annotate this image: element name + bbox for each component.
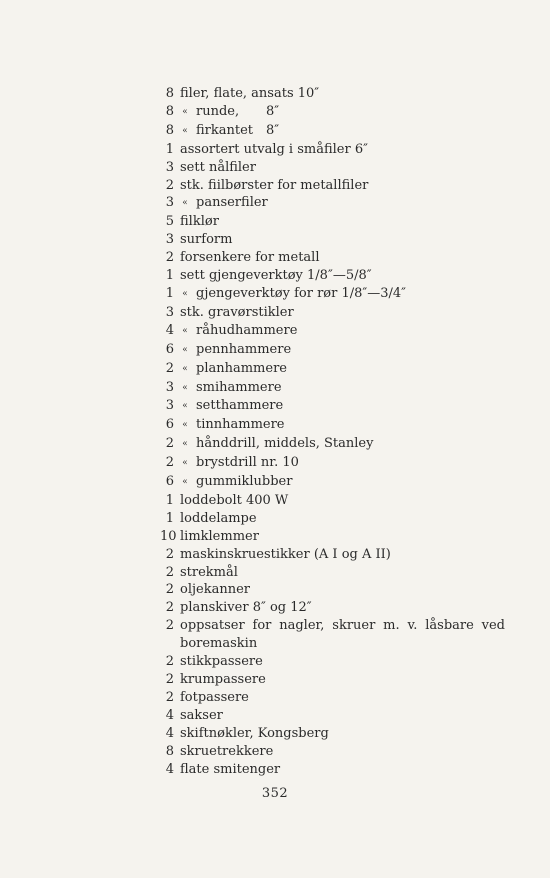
list-item — [160, 454, 505, 473]
item-name: firkantet — [196, 122, 254, 138]
list-item — [160, 322, 505, 341]
item-quantity: 10 — [160, 528, 177, 544]
list-item — [160, 546, 505, 564]
item-quantity: 2 — [165, 250, 174, 266]
ditto-mark: « — [182, 198, 188, 209]
item-quantity: 3 — [165, 195, 174, 211]
list-item — [160, 581, 505, 599]
item-size: 8″ — [266, 122, 280, 138]
list-item — [160, 103, 505, 122]
list-item — [160, 360, 505, 379]
item-quantity: 6 — [165, 341, 174, 357]
item-quantity: 6 — [165, 417, 174, 433]
item-description: limklemmer — [180, 528, 259, 544]
item-description: råhudhammere — [196, 322, 298, 338]
item-description: stikkpassere — [180, 654, 263, 670]
ditto-mark: « — [182, 288, 188, 299]
item-quantity: 2 — [165, 618, 174, 634]
item-description: stk. gravørstikler — [180, 304, 294, 320]
item-quantity: 2 — [165, 436, 174, 452]
item-description: assortert utvalg i småfiler 6″ — [180, 141, 368, 157]
item-quantity: 1 — [165, 268, 174, 284]
ditto-mark: « — [182, 325, 188, 336]
ditto-mark: « — [182, 382, 188, 393]
list-item — [160, 85, 505, 103]
item-quantity: 8 — [165, 86, 174, 101]
list-item — [160, 341, 505, 360]
list-item — [160, 122, 505, 141]
list-item — [160, 492, 505, 510]
list-item — [160, 213, 505, 231]
item-description: flate smitenger — [180, 761, 281, 777]
list-item — [160, 304, 505, 322]
item-description: gummiklubber — [196, 474, 293, 490]
item-description: sakser — [180, 707, 223, 723]
item-quantity: 8 — [165, 122, 174, 138]
list-item — [160, 159, 505, 177]
item-quantity: 3 — [165, 159, 174, 175]
item-quantity: 8 — [165, 103, 174, 119]
item-quantity: 3 — [165, 304, 174, 320]
item-description: pennhammere — [196, 341, 292, 357]
item-quantity: 2 — [165, 455, 174, 471]
ditto-mark: « — [182, 344, 188, 355]
item-description: gjengeverktøy for rør 1/8″—3/4″ — [196, 285, 407, 301]
item-description: skruetrekkere — [180, 743, 274, 759]
item-quantity: 4 — [165, 725, 174, 741]
list-item — [160, 379, 505, 398]
item-quantity: 3 — [165, 232, 174, 248]
ditto-mark: « — [182, 401, 188, 412]
item-quantity: 2 — [165, 564, 174, 580]
item-description: surform — [180, 232, 233, 248]
item-quantity: 5 — [165, 214, 174, 230]
item-quantity: 1 — [165, 492, 174, 508]
item-description: forsenkere for metall — [180, 250, 320, 266]
item-quantity: 1 — [165, 510, 174, 526]
item-description: smihammere — [196, 379, 282, 395]
item-description: maskinskruestikker (A I og A II) — [180, 546, 391, 562]
item-quantity: 3 — [165, 398, 174, 414]
list-item — [160, 599, 505, 617]
item-description: krumpassere — [180, 672, 266, 687]
item-description: panserfiler — [196, 195, 268, 211]
list-item — [160, 707, 505, 725]
item-description: loddelampe — [180, 510, 257, 526]
list-item — [160, 743, 505, 761]
list-item — [160, 689, 505, 707]
list-item — [160, 194, 505, 213]
list-item — [160, 761, 505, 779]
item-quantity: 6 — [165, 474, 174, 490]
list-item — [160, 725, 505, 743]
item-description: skiftnøkler, Kongsberg — [180, 725, 329, 741]
item-quantity: 2 — [165, 177, 174, 193]
item-quantity: 4 — [165, 761, 174, 777]
list-item — [160, 564, 505, 582]
item-quantity: 1 — [165, 141, 174, 157]
item-description: planskiver 8″ og 12″ — [180, 600, 312, 616]
list-item — [160, 435, 505, 454]
list-item — [160, 249, 505, 267]
item-description: sett nålfiler — [180, 159, 256, 175]
list-item — [160, 653, 505, 671]
item-quantity: 2 — [165, 654, 174, 670]
ditto-mark: « — [182, 439, 188, 450]
ditto-mark: « — [182, 477, 188, 488]
tool-list — [160, 85, 505, 778]
item-quantity: 2 — [165, 546, 174, 562]
ditto-mark: « — [182, 420, 188, 431]
item-quantity: 4 — [165, 322, 174, 338]
list-item — [160, 397, 505, 416]
list-item — [160, 617, 505, 653]
item-description: loddebolt 400 W — [180, 492, 289, 508]
ditto-mark: « — [182, 106, 188, 117]
item-quantity: 2 — [165, 689, 174, 705]
list-item — [160, 267, 505, 285]
item-quantity: 4 — [165, 707, 174, 723]
item-description: stk. fiilbørster for metallfiler — [180, 177, 369, 193]
page-number: 352 — [261, 786, 289, 801]
list-item — [160, 177, 505, 195]
item-description: fotpassere — [180, 689, 249, 705]
item-size: 8″ — [266, 103, 280, 119]
item-quantity: 1 — [165, 285, 174, 301]
item-description: brystdrill nr. 10 — [196, 455, 299, 471]
list-item — [160, 473, 505, 492]
list-item — [160, 285, 505, 304]
item-quantity: 2 — [165, 600, 174, 616]
item-quantity: 2 — [165, 360, 174, 376]
item-description: filklør — [180, 214, 219, 230]
item-description: hånddrill, middels, Stanley — [196, 436, 374, 452]
item-description: tinnhammere — [196, 417, 285, 433]
item-description: oljekanner — [180, 582, 250, 598]
item-description: oppsatser for nagler, skruer m. v. låsbare ved boremaskin — [180, 618, 505, 652]
item-description: strekmål — [180, 564, 238, 580]
list-item — [160, 510, 505, 528]
item-description — [196, 122, 505, 140]
item-quantity: 2 — [165, 672, 174, 687]
ditto-mark: « — [182, 363, 188, 374]
list-item — [160, 528, 505, 546]
item-description: filer, flate, ansats 10″ — [180, 86, 320, 101]
item-description — [196, 103, 505, 121]
list-item — [160, 416, 505, 435]
item-description: sett gjengeverktøy 1/8″—5/8″ — [180, 268, 372, 284]
item-quantity: 2 — [165, 582, 174, 598]
list-item — [160, 671, 505, 689]
ditto-mark: « — [182, 458, 188, 469]
item-quantity: 3 — [165, 379, 174, 395]
item-description: setthammere — [196, 398, 284, 414]
item-description: planhammere — [196, 360, 287, 376]
ditto-mark: « — [182, 125, 188, 136]
list-item — [160, 231, 505, 249]
item-name: runde, — [196, 103, 240, 119]
list-item — [160, 141, 505, 159]
item-quantity: 8 — [165, 743, 174, 759]
